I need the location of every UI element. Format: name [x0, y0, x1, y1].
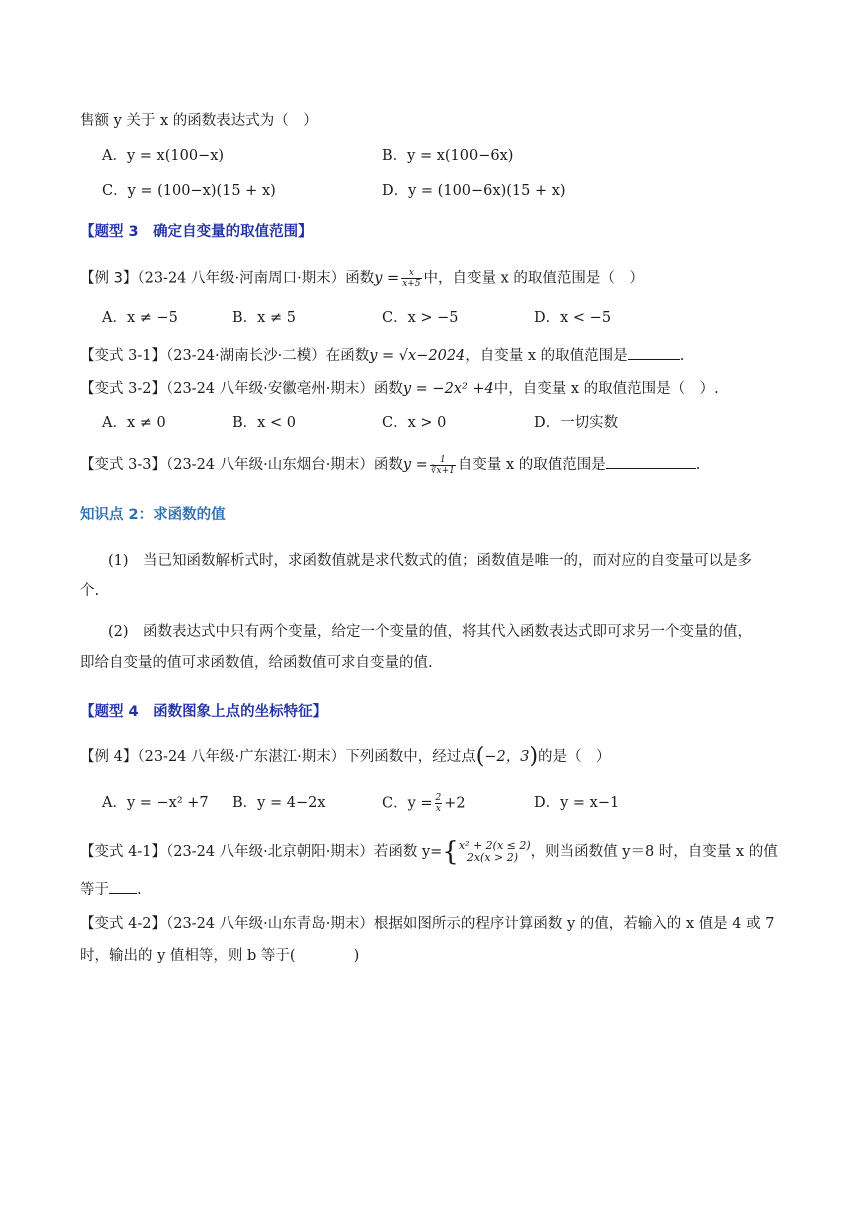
example-3-tag: 【例 3】	[80, 270, 138, 287]
variant-4-2-tag: 【变式 4-2】	[80, 916, 166, 932]
option-a: A．y = x(100−x)	[102, 148, 225, 164]
v32-option-d: D．一切实数	[534, 415, 619, 431]
kp2-p1-line1: (1) 当已知函数解析式时，求函数值就是求代数式的值；函数值是唯一的，而对应的自变量可以是多	[108, 553, 753, 569]
example-3-rest: 中，自变量 x 的取值范围是（ ）	[423, 270, 644, 287]
variant-3-1-rest: ，自变量 x 的取值范围是	[465, 348, 628, 364]
answer-blank	[109, 879, 137, 894]
ex4-option-b: B．y = 4−2x	[232, 795, 326, 811]
kp2-p1-line2: 个.	[80, 583, 100, 599]
variant-3-3-func-lhs: y =	[402, 457, 428, 473]
variant-3-2-func: y = −2x² +4	[402, 381, 494, 397]
piecewise-cases	[459, 840, 531, 864]
ex3-option-d: D．x < −5	[534, 310, 612, 326]
option-d: D．y = (100−6x)(15 + x)	[382, 183, 566, 199]
example-4-source: （23-24 八年级·广东湛江·期末）下列函数中，经过点	[137, 749, 476, 765]
ex4-option-d: D．y = x−1	[534, 795, 620, 811]
ex4-option-c-post: +2	[444, 795, 466, 812]
fraction-numerator: x	[401, 268, 421, 279]
variant-3-3-fraction	[430, 455, 456, 476]
variant-3-3-tag: 【变式 3-3】	[80, 457, 166, 473]
piecewise-case-2: 2x(x > 2)	[466, 851, 519, 864]
variant-4-1-rest: ，则当函数值 y＝8 时，自变量 x 的值	[530, 844, 778, 860]
variant-4-2-source: （23-24 八年级·山东青岛·期末）根据如图所示的程序计算函数 y 的值，若输入的 x 值是 4 或 7	[165, 916, 775, 932]
example-3-func-lhs: y =	[374, 270, 400, 287]
ex3-option-a: A．x ≠ −5	[102, 310, 178, 326]
variant-4-1-end: .	[137, 882, 142, 898]
knowledge-point-2-heading: 知识点 2：求函数的值	[80, 507, 226, 523]
v32-option-a: A．x ≠ 0	[102, 415, 166, 431]
piecewise-case-1: x² + 2(x ≤ 2)	[458, 839, 531, 852]
fraction-numerator: 1	[430, 455, 456, 466]
fraction-denominator: x+5	[402, 279, 421, 289]
fraction-denominator: x	[435, 804, 441, 814]
example-4-point: −2，3	[484, 749, 530, 765]
answer-blank	[628, 345, 680, 360]
example-3-source: （23-24 八年级·河南周口·期末）函数	[137, 270, 375, 287]
variant-3-3-rest: 自变量 x 的取值范围是	[457, 457, 606, 473]
piecewise-brace: {	[442, 837, 459, 867]
kp2-paragraph-1-cont	[80, 576, 790, 606]
example-4-tag: 【例 4】	[80, 749, 138, 765]
ex3-option-b: B．x ≠ 5	[232, 310, 296, 326]
variant-4-1-tag: 【变式 4-1】	[80, 844, 166, 860]
kp2-p2-line1: (2) 函数表达式中只有两个变量，给定一个变量的值，将其代入函数表达式即可求另一个变量的值，	[108, 624, 753, 640]
variant-4-1-source: （23-24 八年级·北京朝阳·期末）若函数 y=	[165, 844, 443, 860]
variant-4-1	[80, 837, 778, 867]
variant-3-1-source: （23-24·湖南长沙·二模）在函数	[165, 348, 370, 364]
variant-4-1-line2-text: 等于	[80, 882, 109, 898]
ex4-option-c-pre: C．y =	[382, 795, 433, 812]
type4-heading: 【题型 4 函数图象上点的坐标特征】	[80, 704, 328, 720]
ex4-option-c	[382, 793, 466, 814]
kp2-paragraph-1	[80, 546, 790, 576]
variant-3-3	[80, 454, 700, 476]
option-c: C．y = (100−x)(15 + x)	[102, 183, 276, 199]
variant-3-3-end: .	[695, 457, 701, 473]
fraction-numerator: 2	[435, 793, 442, 803]
point-paren-open: (	[475, 744, 485, 769]
question-stem: 售额 y 关于 x 的函数表达式为（ ）	[80, 113, 318, 129]
variant-3-1-tag: 【变式 3-1】	[80, 348, 166, 364]
variant-3-2-rest: 中，自变量 x 的取值范围是（ ）.	[493, 381, 719, 397]
example-4-rest: 的是（ ）	[538, 749, 611, 765]
answer-blank	[606, 454, 696, 469]
example-3-fraction	[401, 268, 421, 289]
variant-3-1-func: y = √x−2024	[369, 348, 466, 364]
v32-option-c: C．x > 0	[382, 415, 447, 431]
variant-4-1-line2	[80, 879, 142, 900]
variant-3-2	[80, 379, 719, 399]
option-b: B．y = x(100−6x)	[382, 148, 514, 164]
variant-3-2-tag: 【变式 3-2】	[80, 381, 166, 397]
example-4	[80, 744, 611, 769]
ex3-option-c: C．x > −5	[382, 310, 459, 326]
kp2-paragraph-2	[80, 617, 790, 647]
point-paren-close: )	[529, 744, 539, 769]
example-3	[80, 268, 644, 289]
type3-heading: 【题型 3 确定自变量的取值范围】	[80, 224, 313, 240]
variant-3-2-source: （23-24 八年级·安徽亳州·期末）函数	[165, 381, 403, 397]
v32-option-b: B．x < 0	[232, 415, 296, 431]
variant-4-2	[80, 914, 774, 934]
kp2-p2-line2: 即给自变量的值可求函数值，给函数值可求自变量的值.	[80, 655, 433, 671]
ex4-option-a: A．y = −x² +7	[102, 795, 209, 811]
fraction-denominator: ∛x+1	[430, 465, 455, 476]
ex4-option-c-fraction	[435, 793, 443, 814]
variant-3-1-end: .	[679, 348, 685, 364]
variant-3-3-source: （23-24 八年级·山东烟台·期末）函数	[165, 457, 403, 473]
variant-4-2-line2: 时，输出的 y 值相等，则 b 等于( )	[80, 948, 360, 964]
variant-3-1	[80, 345, 684, 366]
kp2-paragraph-2-cont	[80, 648, 790, 678]
